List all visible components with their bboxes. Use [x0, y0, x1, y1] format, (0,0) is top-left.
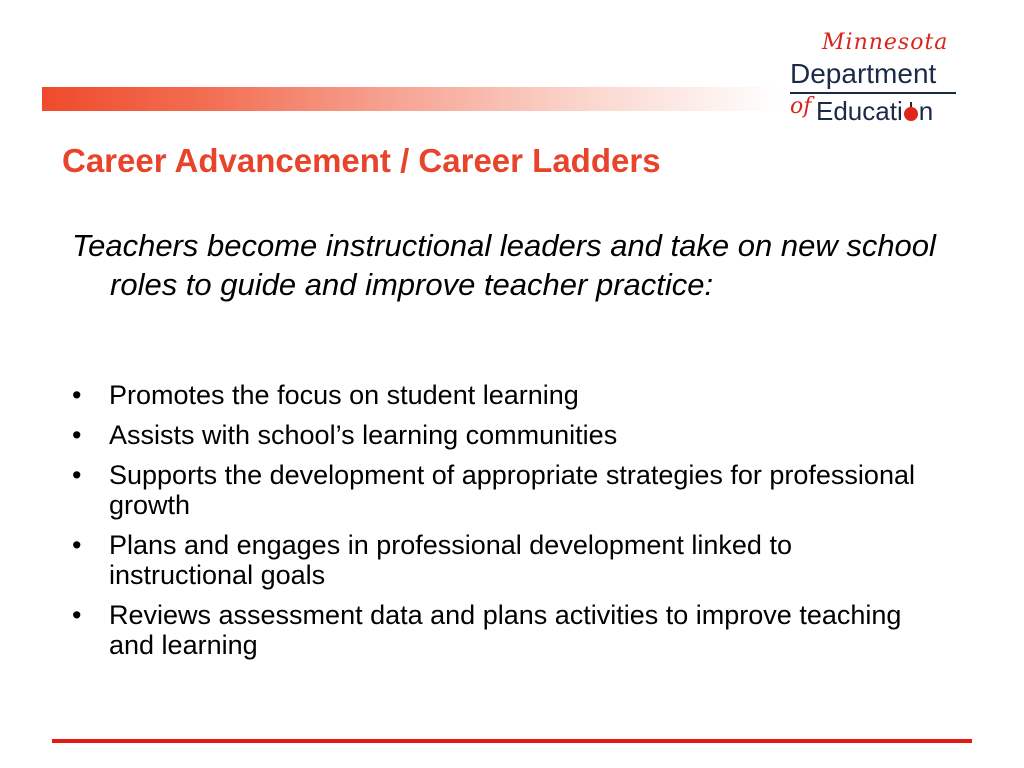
header-gradient-bar — [42, 87, 782, 111]
bullet-item — [72, 420, 932, 450]
logo-education-text — [816, 96, 933, 127]
footer-rule — [52, 739, 972, 743]
slide-intro: Teachers become instructional leaders and take on new school roles to guide and improve teacher practice: — [72, 228, 936, 302]
logo-divider — [790, 92, 956, 94]
bullet-text: Reviews assessment data and plans activities to improve teaching and learning — [109, 600, 902, 660]
bullet-item — [72, 380, 932, 410]
apple-icon — [904, 107, 918, 121]
bullet-dot: • — [72, 420, 82, 450]
bullet-item — [72, 460, 932, 520]
logo-of-text: of — [790, 94, 812, 119]
bullet-dot: • — [72, 530, 82, 560]
bullet-list — [72, 380, 932, 670]
logo-script-text: Minnesota — [822, 30, 949, 55]
logo-education-suffix: n — [918, 96, 934, 126]
slide-title: Career Advancement / Career Ladders — [62, 142, 661, 179]
bullet-dot: • — [72, 380, 82, 410]
bullet-text: Assists with school’s learning communities — [109, 420, 618, 450]
bullet-dot: • — [72, 600, 82, 630]
logo-education-prefix: Educati — [816, 96, 903, 126]
mde-logo — [786, 28, 966, 128]
bullet-item — [72, 530, 932, 590]
bullet-text: Plans and engages in professional development linked to instructional goals — [109, 530, 792, 590]
bullet-text: Promotes the focus on student learning — [109, 380, 579, 410]
logo-department-text: Department — [790, 58, 937, 89]
bullet-text: Supports the development of appropriate strategies for professional growth — [109, 460, 915, 520]
bullet-item — [72, 600, 932, 660]
bullet-dot: • — [72, 460, 82, 490]
